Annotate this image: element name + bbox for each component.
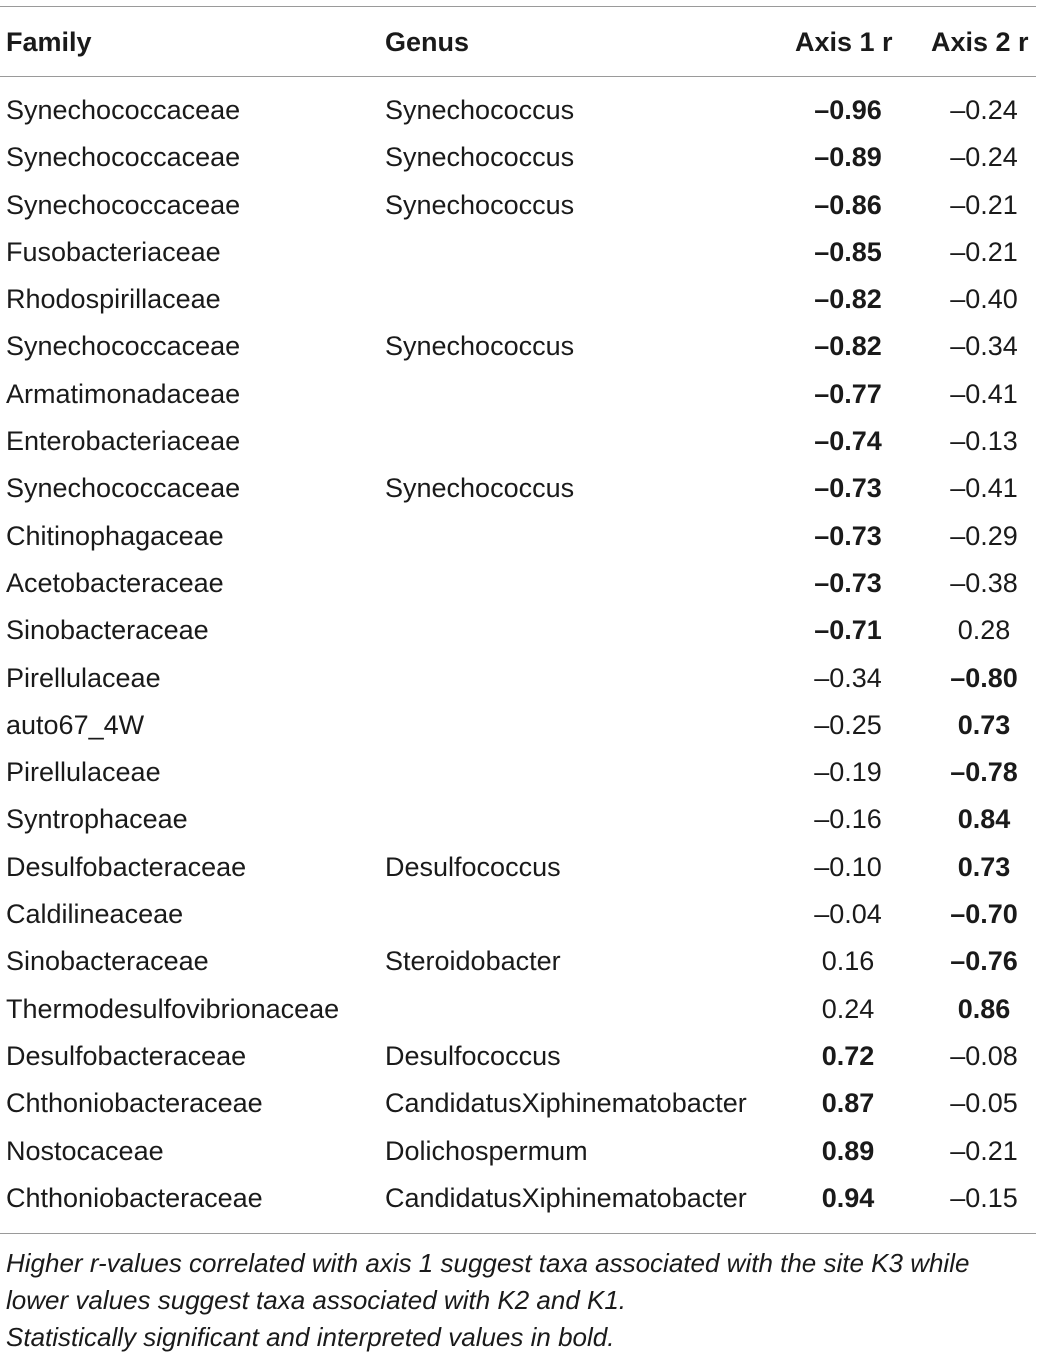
cell-axis-1: –0.71: [814, 615, 882, 646]
header-axis-2: Axis 2 r: [931, 27, 1029, 57]
cell-axis-2: –0.41: [950, 473, 1018, 504]
cell-axis-1: –0.73: [814, 473, 882, 504]
cell-axis-2: –0.38: [950, 567, 1018, 598]
table-row: [0, 561, 1036, 608]
header-genus: Genus: [385, 27, 470, 57]
cell-genus: CandidatusXiphinematobacter: [385, 1182, 747, 1213]
cell-axis-1: –0.86: [814, 189, 882, 220]
cell-axis-1: 0.16: [821, 946, 875, 977]
cell-family: Rhodospirillaceae: [6, 284, 221, 315]
cell-genus: Dolichospermum: [385, 1135, 588, 1166]
cell-axis-2: –0.78: [950, 757, 1018, 788]
table-header-row: [0, 7, 1036, 76]
table-row: [0, 1129, 1036, 1176]
header-axis-1: Axis 1 r: [795, 27, 893, 57]
cell-family: Enterobacteriaceae: [6, 426, 241, 457]
cell-family: Armatimonadaceae: [6, 378, 241, 409]
cell-axis-2: –0.21: [950, 1135, 1018, 1166]
cell-axis-1: –0.96: [814, 95, 882, 125]
table-row: [0, 750, 1036, 797]
cell-axis-2: –0.13: [950, 426, 1018, 457]
cell-axis-2: –0.34: [950, 331, 1018, 362]
cell-axis-2: 0.86: [957, 993, 1011, 1024]
table-row: [0, 939, 1036, 986]
cell-genus: Synechococcus: [385, 473, 575, 504]
cell-axis-1: –0.73: [814, 520, 882, 551]
cell-family: Synechococcaceae: [6, 142, 241, 173]
table-body: [0, 88, 1036, 1223]
footnote-line-2: lower values suggest taxa associated with K2 and K1.: [6, 1285, 627, 1315]
cell-axis-2: 0.84: [957, 804, 1011, 835]
cell-genus: Synechococcus: [385, 331, 575, 362]
cell-axis-1: 0.94: [821, 1182, 875, 1213]
table-row: [0, 372, 1036, 419]
cell-family: Sinobacteraceae: [6, 615, 209, 646]
cell-axis-2: –0.40: [950, 284, 1018, 315]
table-row: [0, 277, 1036, 324]
cell-genus: Synechococcus: [385, 189, 575, 220]
cell-axis-2: –0.76: [950, 946, 1018, 977]
cell-axis-1: 0.24: [821, 993, 875, 1024]
cell-family: Synechococcaceae: [6, 473, 241, 504]
cell-axis-1: –0.85: [814, 236, 882, 267]
table-row: [0, 230, 1036, 277]
cell-family: Syntrophaceae: [6, 804, 188, 835]
table-row: [0, 466, 1036, 513]
cell-axis-2: 0.73: [957, 709, 1011, 740]
cell-axis-2: –0.70: [950, 899, 1018, 930]
cell-axis-1: –0.04: [814, 899, 882, 930]
table-row: [0, 183, 1036, 230]
cell-axis-2: –0.08: [950, 1040, 1018, 1071]
cell-axis-2: –0.05: [950, 1088, 1018, 1119]
table-row: [0, 656, 1036, 703]
cell-family: Pirellulaceae: [6, 757, 161, 788]
cell-family: Chitinophagaceae: [6, 520, 224, 551]
cell-axis-2: –0.80: [950, 662, 1018, 693]
cell-axis-2: 0.28: [957, 615, 1011, 646]
cell-axis-1: –0.82: [814, 284, 882, 315]
cell-family: Caldilineaceae: [6, 899, 184, 930]
cell-family: Acetobacteraceae: [6, 567, 224, 598]
cell-axis-1: –0.73: [814, 567, 882, 598]
table-row: [0, 1081, 1036, 1128]
cell-axis-1: –0.19: [814, 757, 882, 788]
cell-family: auto67_4W: [6, 709, 145, 740]
cell-axis-2: –0.21: [950, 236, 1018, 267]
cell-family: Nostocaceae: [6, 1135, 164, 1166]
cell-axis-1: –0.89: [814, 142, 882, 173]
cell-genus: Desulfococcus: [385, 851, 561, 882]
footnote-line-3: Statistically significant and interpreted values in bold.: [6, 1322, 615, 1352]
cell-family: Thermodesulfovibrionaceae: [6, 993, 340, 1024]
cell-axis-2: –0.24: [950, 142, 1018, 173]
cell-axis-2: –0.29: [950, 520, 1018, 551]
cell-genus: Steroidobacter: [385, 946, 561, 977]
table-row: [0, 1034, 1036, 1081]
cell-axis-2: 0.73: [957, 851, 1011, 882]
header-family: Family: [6, 27, 92, 57]
cell-family: Fusobacteriaceae: [6, 236, 221, 267]
cell-genus: Synechococcus: [385, 142, 575, 173]
footnote-line-1: Higher r-values correlated with axis 1 suggest taxa associated with the site K3 while: [6, 1248, 970, 1278]
cell-family: Synechococcaceae: [6, 189, 241, 220]
cell-family: Desulfobacteraceae: [6, 851, 247, 882]
table-row: [0, 845, 1036, 892]
cell-genus: Desulfococcus: [385, 1040, 561, 1071]
cell-family: Pirellulaceae: [6, 662, 161, 693]
cell-axis-2: –0.21: [950, 189, 1018, 220]
table-row: [0, 892, 1036, 939]
cell-family: Chthoniobacteraceae: [6, 1182, 263, 1213]
cell-axis-2: –0.41: [950, 378, 1018, 409]
cell-axis-1: –0.77: [814, 378, 882, 409]
cell-axis-2: –0.15: [950, 1182, 1018, 1213]
cell-axis-1: –0.34: [814, 662, 882, 693]
cell-family: Chthoniobacteraceae: [6, 1088, 263, 1119]
table-row: [0, 608, 1036, 655]
table-bottom-rule: [0, 1233, 1036, 1234]
table-row: [0, 135, 1036, 182]
cell-genus: Synechococcus: [385, 95, 575, 125]
cell-family: Synechococcaceae: [6, 95, 241, 125]
table-header-rule: [0, 76, 1036, 77]
cell-axis-2: –0.24: [950, 95, 1018, 125]
cell-genus: CandidatusXiphinematobacter: [385, 1088, 747, 1119]
table-row: [0, 703, 1036, 750]
table-footnote: [6, 1245, 1036, 1356]
table-row: [0, 1176, 1036, 1223]
table-row: [0, 987, 1036, 1034]
cell-axis-1: –0.16: [814, 804, 882, 835]
table-row: [0, 324, 1036, 371]
cell-axis-1: –0.25: [814, 709, 882, 740]
cell-family: Synechococcaceae: [6, 331, 241, 362]
table-row: [0, 514, 1036, 561]
cell-axis-1: 0.87: [821, 1088, 875, 1119]
cell-axis-1: –0.10: [814, 851, 882, 882]
cell-axis-1: 0.89: [821, 1135, 875, 1166]
cell-axis-1: –0.82: [814, 331, 882, 362]
table-row: [0, 797, 1036, 844]
table-row: [0, 88, 1036, 135]
cell-axis-1: –0.74: [814, 426, 882, 457]
cell-axis-1: 0.72: [821, 1040, 875, 1071]
cell-family: Desulfobacteraceae: [6, 1040, 247, 1071]
table-row: [0, 419, 1036, 466]
cell-family: Sinobacteraceae: [6, 946, 209, 977]
